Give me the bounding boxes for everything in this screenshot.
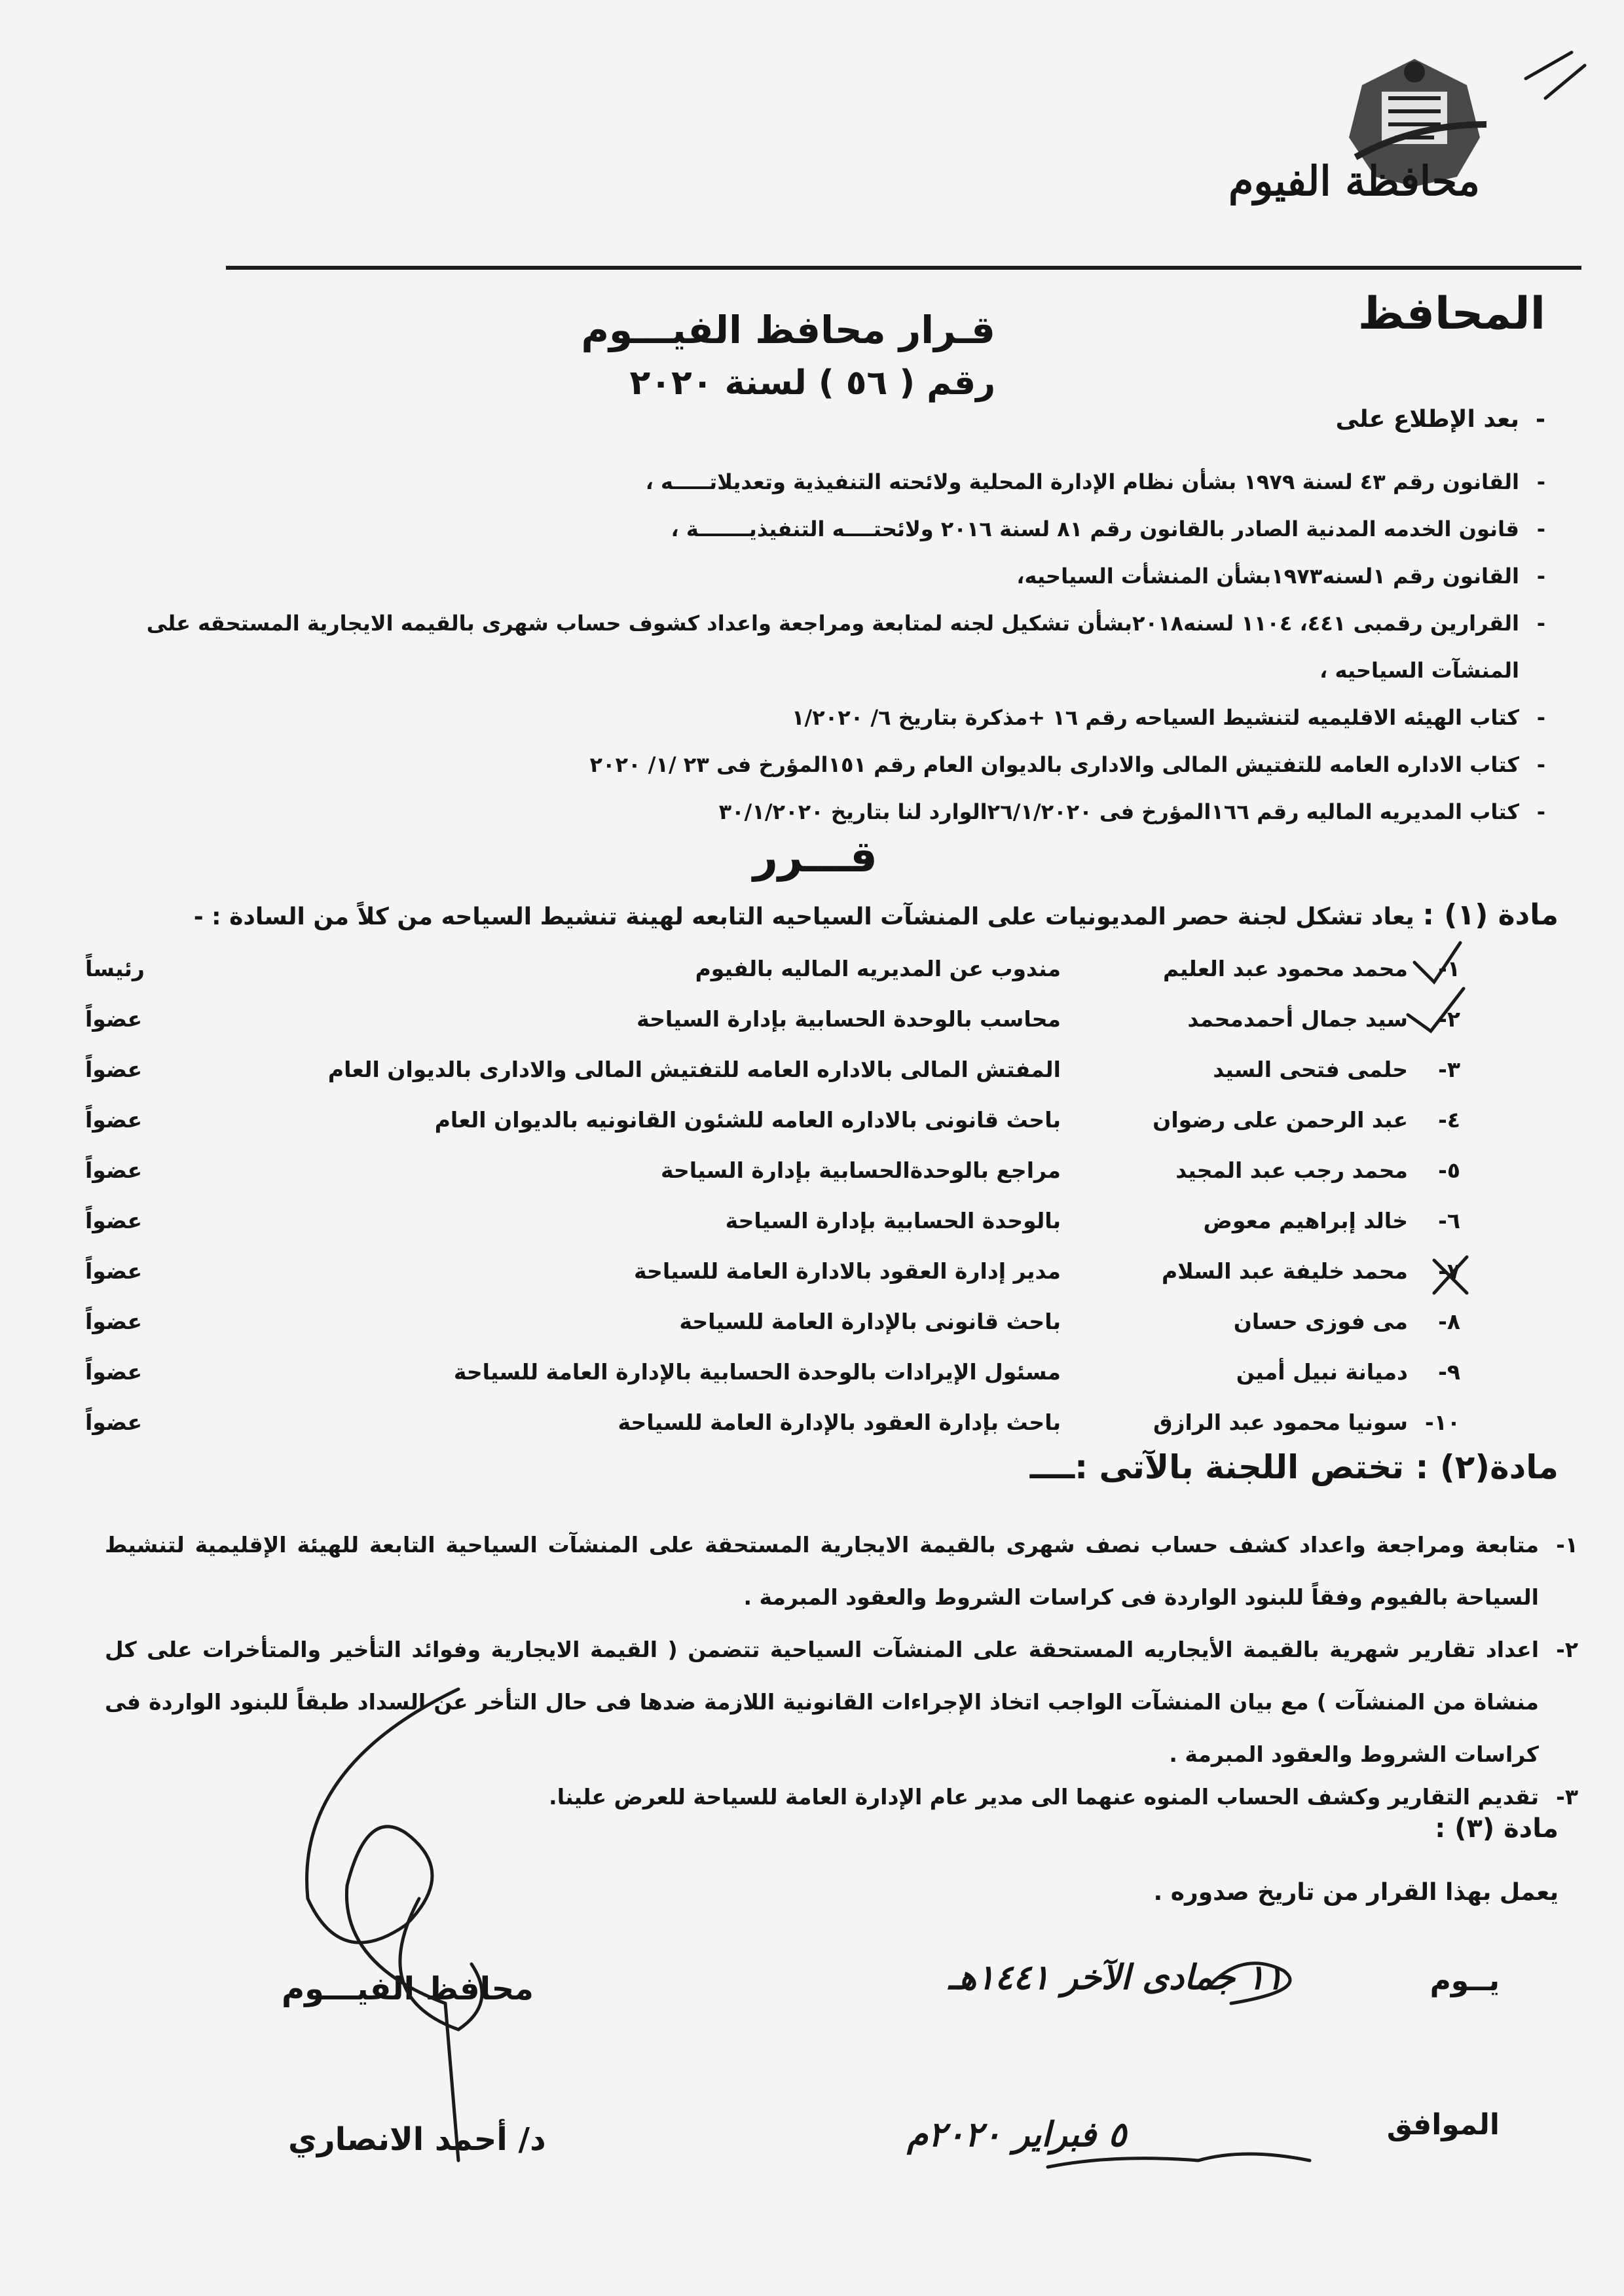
- date-underline: [1048, 2154, 1310, 2167]
- article-2-item: ٢- اعداد تقارير شهرية بالقيمة الأيجاريه المستحقة على المنشآت السياحية تتضمن ( القيمة الايجارية وفوائد التأخير والمتأخرات على كل منشاة من المنشآت ) مع بيان المنشآت الواجب اتخاذ الإجراءات القانونية اللازمة ضدها فى حال التأخر عن السداد طبقاً للبنود الواردة فى كراسات الشروط والعقود المبرمة .: [105, 1637, 1578, 1767]
- article-2-item: ٣- تقديم التقارير وكشف الحساب المنوه عنهما الى مدير عام الإدارة العامة للسياحة للعرض علينا.: [549, 1784, 1578, 1810]
- member-row: ٥- محمد رجب عبد المجيد مراجع بالوحدةالحسابية بإدارة السياحة عضواً: [85, 1157, 1460, 1183]
- article-2-heading: مادة(٢) : تختص اللجنة بالآتى :ــــ: [1029, 1448, 1559, 1486]
- article-1-heading: مادة (١) : يعاد تشكل لجنة حصر المديونيات على المنشآت السياحيه التابعه لهينة تنشيط السياحه من كلاً من السادة : -: [193, 898, 1559, 932]
- member-row: ٤- عبد الرحمن على رضوان باحث قانونى بالاداره العامه للشئون القانونيه بالديوان العام عضواً: [85, 1107, 1460, 1133]
- day-label: يــوم: [1430, 1964, 1500, 1997]
- header-divider: [226, 266, 1581, 270]
- member-row: ٩- دميانة نبيل أمين مسئول الإيرادات بالوحدة الحسابية بالإدارة العامة للسياحة عضواً: [85, 1359, 1460, 1385]
- preamble-item: - القانون رقم ١لسنه١٩٧٣بشأن المنشأت السياحيه،: [1016, 564, 1545, 589]
- office-title: المحافظ: [1357, 288, 1545, 340]
- member-row: ٦- خالد إبراهيم معوض بالوحدة الحسابية بإدارة السياحة عضواً: [85, 1208, 1460, 1233]
- decree-number: رقم ( ٥٦ ) لسنة ٢٠٢٠: [629, 363, 995, 403]
- member-row: ٨- مى فوزى حسان باحث قانونى بالإدارة العامة للسياحة عضواً: [85, 1309, 1460, 1334]
- member-row: ٣- حلمى فتحى السيد المفتش المالى بالاداره العامه للتفتيش المالى والادارى بالديوان العام عضواً: [85, 1057, 1460, 1082]
- preamble-item: - كتاب المديريه الماليه رقم ١٦٦المؤرخ فى ٢٦/١/٢٠٢٠الوارد لنا بتاريخ ٣٠/١/٢٠٢٠: [718, 799, 1545, 824]
- member-row: ١٠- سونيا محمود عبد الرازق باحث بإدارة العقود بالإدارة العامة للسياحة عضواً: [85, 1410, 1460, 1435]
- member-row: ٧- محمد خليفة عبد السلام مدير إدارة العقود بالادارة العامة للسياحة عضواً: [85, 1258, 1460, 1284]
- preamble-item: - قانون الخدمه المدنية الصادر بالقانون رقم ٨١ لسنة ٢٠١٦ ولائحتــــه التنفيذيـــــــة ،: [671, 517, 1545, 541]
- decided-heading: قـــرر: [753, 831, 877, 882]
- governorate-name: محافظة الفيوم: [1228, 157, 1480, 205]
- member-row: ١- محمد محمود عبد العليم مندوب عن المديريه الماليه بالفيوم رئيساً: [85, 956, 1460, 981]
- preamble-item: - القانون رقم ٤٣ لسنة ١٩٧٩ بشأن نظام الإدارة المحلية ولائحته التنفيذية وتعديلاتـــــه ،: [645, 469, 1545, 494]
- hijri-date: ١١ جمادى الآخر ١٤٤١هـ: [948, 1958, 1283, 1997]
- article-3-text: يعمل بهذا القرار من تاريخ صدوره .: [1153, 1879, 1559, 1906]
- gregorian-date: ٥ فبراير ٢٠٢٠م: [907, 2115, 1126, 2155]
- corner-stroke: [1526, 52, 1585, 98]
- member-row: ٢- سيد جمال أحمدمحمد محاسب بالوحدة الحسابية بإدارة السياحة عضواً: [85, 1006, 1460, 1032]
- article-2-item: ١- متابعة ومراجعة واعداد كشف حساب نصف شهرى بالقيمة الايجارية المستحقة على المنشآت السياحية التابعة للهيئة الإقليمية لتنشيط السياحة بالفيوم وفقاً للبنود الواردة فى كراسات الشروط والعقود المبرمة .: [105, 1532, 1578, 1610]
- agree-label: الموافق: [1386, 2108, 1500, 2141]
- signature-icon: [400, 1899, 482, 2030]
- preamble-item: - القرارين رقمبى ٤٤١، ١١٠٤ لسنه٢٠١٨بشأن تشكيل لجنه لمتابعة ومراجعة واعداد كشوف حساب شهرى بالقيمه الايجارية المستحقه على المنشآت السياحيه ،: [146, 611, 1545, 683]
- preamble-label: - بعد الإطلاع على: [1335, 406, 1545, 433]
- article-3-heading: مادة (٣) :: [1435, 1813, 1559, 1844]
- decree-title: قـرار محافظ الفيـــوم: [581, 308, 995, 352]
- preamble-item: - كتاب الهيئه الاقليميه لتنشيط السياحه رقم ١٦ +مذكرة بتاريخ ٦/ ١/٢٠٢٠: [791, 705, 1545, 730]
- signatory-title: محافظ الفيـــوم: [282, 1971, 534, 2007]
- signatory-name: د/ أحمد الانصاري: [288, 2121, 546, 2158]
- preamble-item: - كتاب الاداره العامه للتفتيش المالى والادارى بالديوان العام رقم ١٥١المؤرخ فى ٢٣ /١/ ٢٠٢٠: [589, 752, 1545, 777]
